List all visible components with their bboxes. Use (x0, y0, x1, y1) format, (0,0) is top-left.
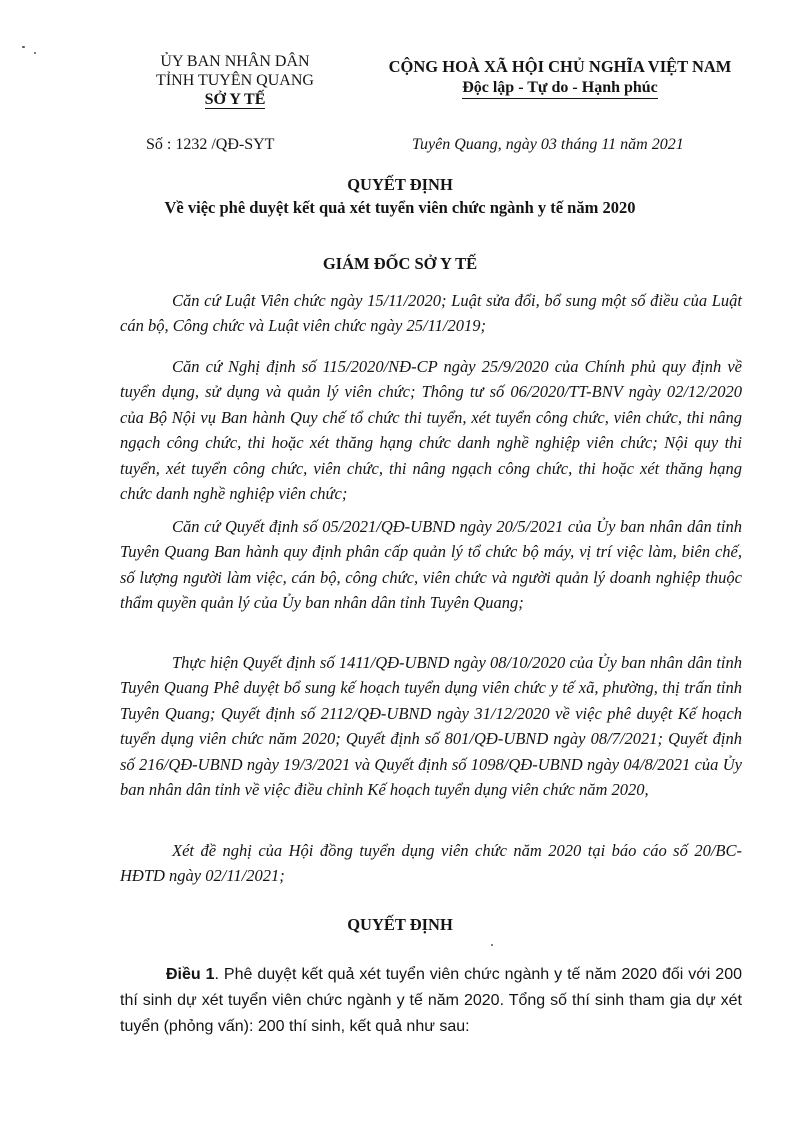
issuing-agency (110, 52, 360, 109)
document-number: Số : 1232 /QĐ-SYT (146, 136, 275, 153)
preamble-paragraph (120, 650, 742, 802)
article-1 (120, 962, 742, 1040)
authority-title: GIÁM ĐỐC SỞ Y TẾ (322, 254, 478, 273)
preamble-text-1: Căn cứ Luật Viên chức ngày 15/11/2020; Luật sửa đổi, bổ sung một số điều của Luật cán bộ, Công chức và Luật viên chức ngày 25/11/2019; (120, 291, 742, 336)
decision-title: QUYẾT ĐỊNH (347, 175, 453, 194)
place-and-date: Tuyên Quang, ngày 03 tháng 11 năm 2021 (412, 136, 684, 153)
preamble-text-3: Căn cứ Quyết định số 05/2021/QĐ-UBND ngày 20/5/2021 của Ủy ban nhân dân tỉnh Tuyên Quang Ban hành quy định phân cấp quản lý tổ chức bộ máy, vị trí việc làm, biên chế, số lượng người làm việc, cán bộ, công chức, viên chức và người quản lý doanh nghiệp thuộc thẩm quyền quản lý của Ủy ban nhân dân tỉnh Tuyên Quang; (120, 517, 742, 613)
agency-line-1: ỦY BAN NHÂN DÂN (160, 53, 310, 70)
preamble-text-2: Căn cứ Nghị định số 115/2020/NĐ-CP ngày 25/9/2020 của Chính phủ quy định về tuyển dụng, sử dụng và quản lý viên chức; Thông tư số 06/2020/TT-BNV ngày 02/12/2020 của Bộ Nội vụ Ban hành Quy chế tổ chức thi tuyển, xét tuyển công chức, viên chức, thi nâng ngạch công chức, thi hoặc xét thăng hạng chức danh nghề nghiệp viên chức; Nội quy thi tuyển, xét tuyển công chức, viên chức, thi nâng ngạch công chức, thi hoặc xét thăng hạng chức danh nghề nghiệp viên chức; (120, 357, 742, 504)
agency-line-3: SỞ Y TẾ (204, 91, 266, 108)
agency-line-2: TỈNH TUYÊN QUANG (156, 72, 314, 89)
national-motto (360, 56, 760, 99)
preamble-paragraph (120, 838, 742, 889)
nation-line-2: Độc lập - Tự do - Hạnh phúc (462, 78, 658, 99)
scan-speck (22, 46, 25, 48)
scan-speck (491, 944, 493, 946)
preamble-paragraph (120, 354, 742, 506)
preamble-text-4: Thực hiện Quyết định số 1411/QĐ-UBND ngày 08/10/2020 của Ủy ban nhân dân tỉnh Tuyên Quang Phê duyệt bổ sung kế hoạch tuyển dụng viên chức y tế xã, phường, thị trấn tỉnh Tuyên Quang; Quyết định số 2112/QĐ-UBND ngày 31/12/2020 về việc phê duyệt Kế hoạch tuyển dụng viên chức năm 2020; Quyết định số 801/QĐ-UBND ngày 08/7/2021; Quyết định số 216/QĐ-UBND ngày 19/3/2021 và Quyết định số 1098/QĐ-UBND ngày 04/8/2021 của Ủy ban nhân dân tỉnh về việc điều chỉnh Kế hoạch tuyển dụng viên chức năm 2020, (120, 653, 742, 800)
decision-subject: Về việc phê duyệt kết quả xét tuyển viên chức ngành y tế năm 2020 (164, 198, 636, 217)
preamble-paragraph (120, 514, 742, 616)
scan-speck (34, 52, 36, 54)
preamble-paragraph (120, 288, 742, 339)
preamble-text-5: Xét đề nghị của Hội đồng tuyển dụng viên chức năm 2020 tại báo cáo số 20/BC-HĐTD ngày 02/11/2021; (120, 841, 742, 886)
nation-line-1: CỘNG HOÀ XÃ HỘI CHỦ NGHĨA VIỆT NAM (388, 57, 732, 76)
article-1-text: . Phê duyệt kết quả xét tuyển viên chức ngành y tế năm 2020 đối với 200 thí sinh dự xét tuyển viên chức ngành y tế năm 2020. Tổng số thí sinh tham gia dự xét tuyển (phỏng vấn): 200 thí sinh, kết quả như sau: (120, 966, 743, 1035)
article-1-label: Điều 1 (166, 966, 215, 983)
decision-title-2: QUYẾT ĐỊNH (347, 915, 453, 934)
